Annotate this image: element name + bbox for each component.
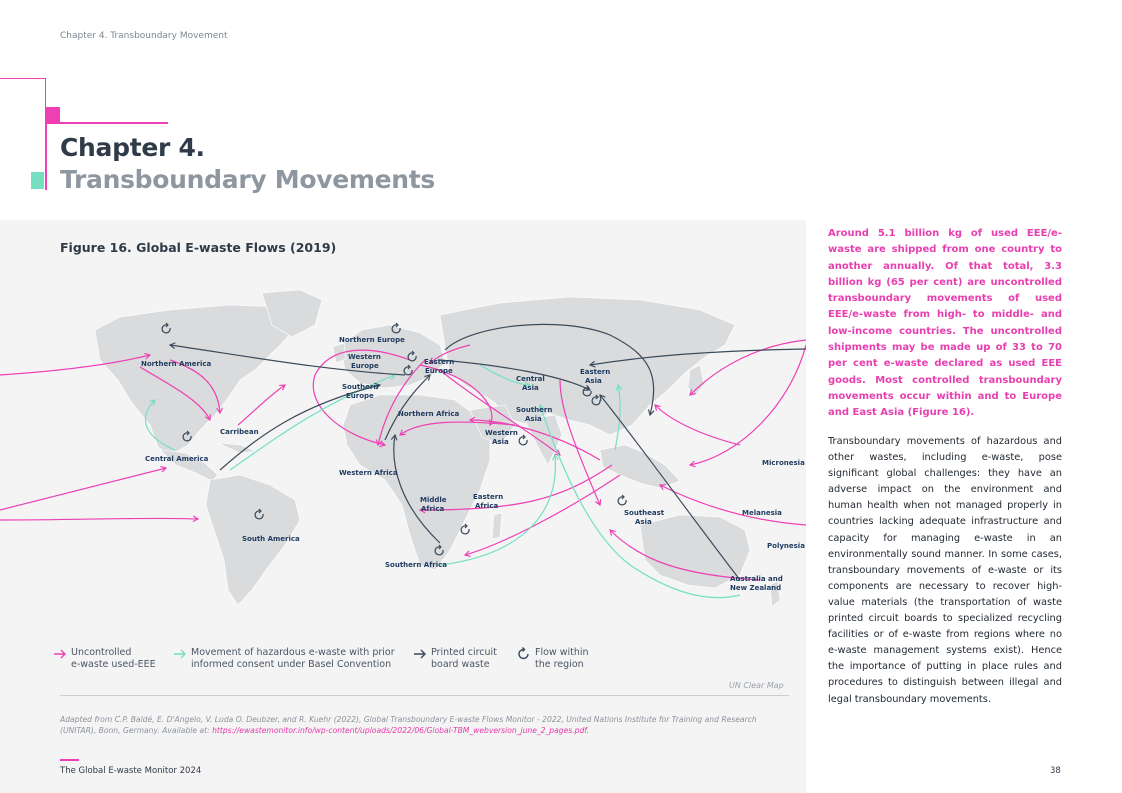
flow-arrow	[690, 345, 806, 465]
region-label-western-africa: Western Africa	[339, 469, 398, 477]
region-label-eastern-asia: Eastern	[580, 368, 611, 376]
region-label-northern-america: Northern America	[141, 360, 212, 368]
running-header: Chapter 4. Transboundary Movement	[60, 31, 228, 41]
decorative-corner-frame	[0, 78, 46, 122]
footer-accent-line	[60, 759, 79, 761]
world-map	[0, 285, 806, 615]
region-label-middle-africa: Africa	[421, 505, 445, 513]
legend-label: the region	[535, 659, 584, 670]
landmass-japan	[688, 365, 704, 397]
legend-label: Movement of hazardous e-waste with prior	[191, 647, 395, 658]
legend-label: board waste	[431, 659, 490, 670]
source-note	[60, 714, 790, 736]
flow-arrow	[0, 518, 198, 520]
flow-arrow	[0, 468, 166, 510]
legend-label: e-waste used-EEE	[71, 659, 156, 670]
region-label-eastern-asia: Asia	[585, 377, 602, 385]
mint-arrow-icon	[173, 647, 187, 661]
region-label-northern-europe: Northern Europe	[339, 336, 405, 344]
region-label-southern-asia: Asia	[525, 415, 542, 423]
decorative-mint-square	[31, 172, 44, 189]
map-credit: UN Clear Map	[729, 681, 784, 690]
landmass-africa	[343, 395, 490, 570]
region-label-central-america: Central America	[145, 455, 209, 463]
page-number: 38	[1050, 766, 1061, 776]
region-label-western-europe: Europe	[351, 362, 379, 370]
region-label-south-america: South America	[242, 535, 300, 543]
region-label-caribbean: Carribean	[220, 428, 259, 436]
region-label-northern-africa: Northern Africa	[398, 410, 460, 418]
body-paragraph: Transboundary movements of hazardous and other wastes, including e-waste, pose significant global challenges: they have an adverse impact on the environment and human health when not managed properly in countries lacking adequate infrastructure and capacity for managing e-waste in an environmentally sound manner. In some cases, transboundary movements of e-waste or its components are necessary to recover high-value materials (the transportation of waste printed circuit boards to specialized recycling facilities or of e-waste from regions where no e-waste management systems exist). Hence the importance of putting in place rules and procedures to distinguish between illegal and legal transboundary movements.	[828, 436, 1062, 705]
legend-label: Printed circuit	[431, 647, 497, 658]
land-masses	[95, 290, 780, 607]
pink-arrow-icon	[53, 647, 67, 661]
region-label-southeast-asia: Asia	[635, 518, 652, 526]
flow-arrow	[238, 385, 285, 425]
decorative-pink-square	[45, 107, 60, 122]
region-label-micronesia: Micronesia	[762, 459, 805, 467]
chapter-title: Chapter 4.	[60, 133, 205, 162]
decorative-line	[46, 122, 168, 124]
legend-label: informed consent under Basel Convention	[191, 659, 392, 670]
region-label-southern-asia: Southern	[516, 406, 553, 414]
region-label-southern-africa: Southern Africa	[385, 561, 447, 569]
region-label-eastern-africa: Eastern	[473, 493, 504, 501]
flow-arrow	[465, 475, 620, 555]
highlight-paragraph: Around 5.1 billion kg of used EEE/e-waste are shipped from one country to another annually. Of that total, 3.3 billion kg (65 per cent) are uncontrolled transboundary movements of used EEE/e-waste from high- to middle- and low-income countries. The uncontrolled shipments may be made up of 33 to 70 per cent e-waste declared as used EEE goods. Most controlled transboundary movements occur within and to Europe and East Asia (Figure 16).	[828, 228, 1062, 419]
region-label-southeast-asia: Southeast	[624, 509, 665, 517]
figure-title: Figure 16. Global E-waste Flows (2019)	[60, 240, 337, 255]
landmass-southeast-asia	[600, 445, 680, 488]
decorative-line	[45, 122, 47, 190]
region-label-western-europe: Western	[348, 353, 381, 361]
source-link[interactable]: https://ewastemonitor.info/wp-content/uploads/2022/06/Global-TBM_webversion_june_2_pages.pdf.	[212, 726, 590, 735]
region-label-southern-europe: Southern	[342, 383, 379, 391]
region-label-middle-africa: Middle	[420, 496, 447, 504]
cycle-icon	[517, 647, 531, 661]
region-label-central-asia: Asia	[522, 384, 539, 392]
landmass-north-america	[95, 305, 300, 455]
region-label-western-asia: Western	[485, 429, 518, 437]
chapter-subtitle: Transboundary Movements	[60, 165, 435, 194]
region-label-australia-nz: New Zealand	[730, 584, 782, 592]
cycle-icon	[519, 435, 527, 445]
source-text: Adapted from C.P. Baldé, E. D'Angelo, V. Luda O. Deubzer, and R. Kuehr (2022), Global Transboundary E-waste Flows Monitor - 2022, United Nations Institute for Training and Research (UNITAR), Bonn, Germany. Available at:	[60, 715, 757, 735]
region-label-western-asia: Asia	[492, 438, 509, 446]
region-label-polynesia: Polynesia	[767, 542, 805, 550]
region-label-southern-europe: Europe	[346, 392, 374, 400]
footer-publication-title: The Global E-waste Monitor 2024	[60, 766, 202, 776]
region-label-eastern-europe: Europe	[425, 367, 453, 375]
region-label-melanesia: Melanesia	[742, 509, 782, 517]
divider	[60, 695, 789, 696]
region-label-eastern-europe: Eastern	[424, 358, 455, 366]
cycle-icon	[618, 495, 626, 505]
landmass-madagascar	[492, 513, 502, 539]
dark-arrow-icon	[413, 647, 427, 661]
legend-label: Flow within	[535, 647, 589, 658]
region-label-central-asia: Central	[516, 375, 545, 383]
legend-label: Uncontrolled	[71, 647, 132, 658]
flow-arrow	[655, 405, 740, 445]
region-label-australia-nz: Australia and	[730, 575, 783, 583]
region-label-eastern-africa: Africa	[475, 502, 499, 510]
